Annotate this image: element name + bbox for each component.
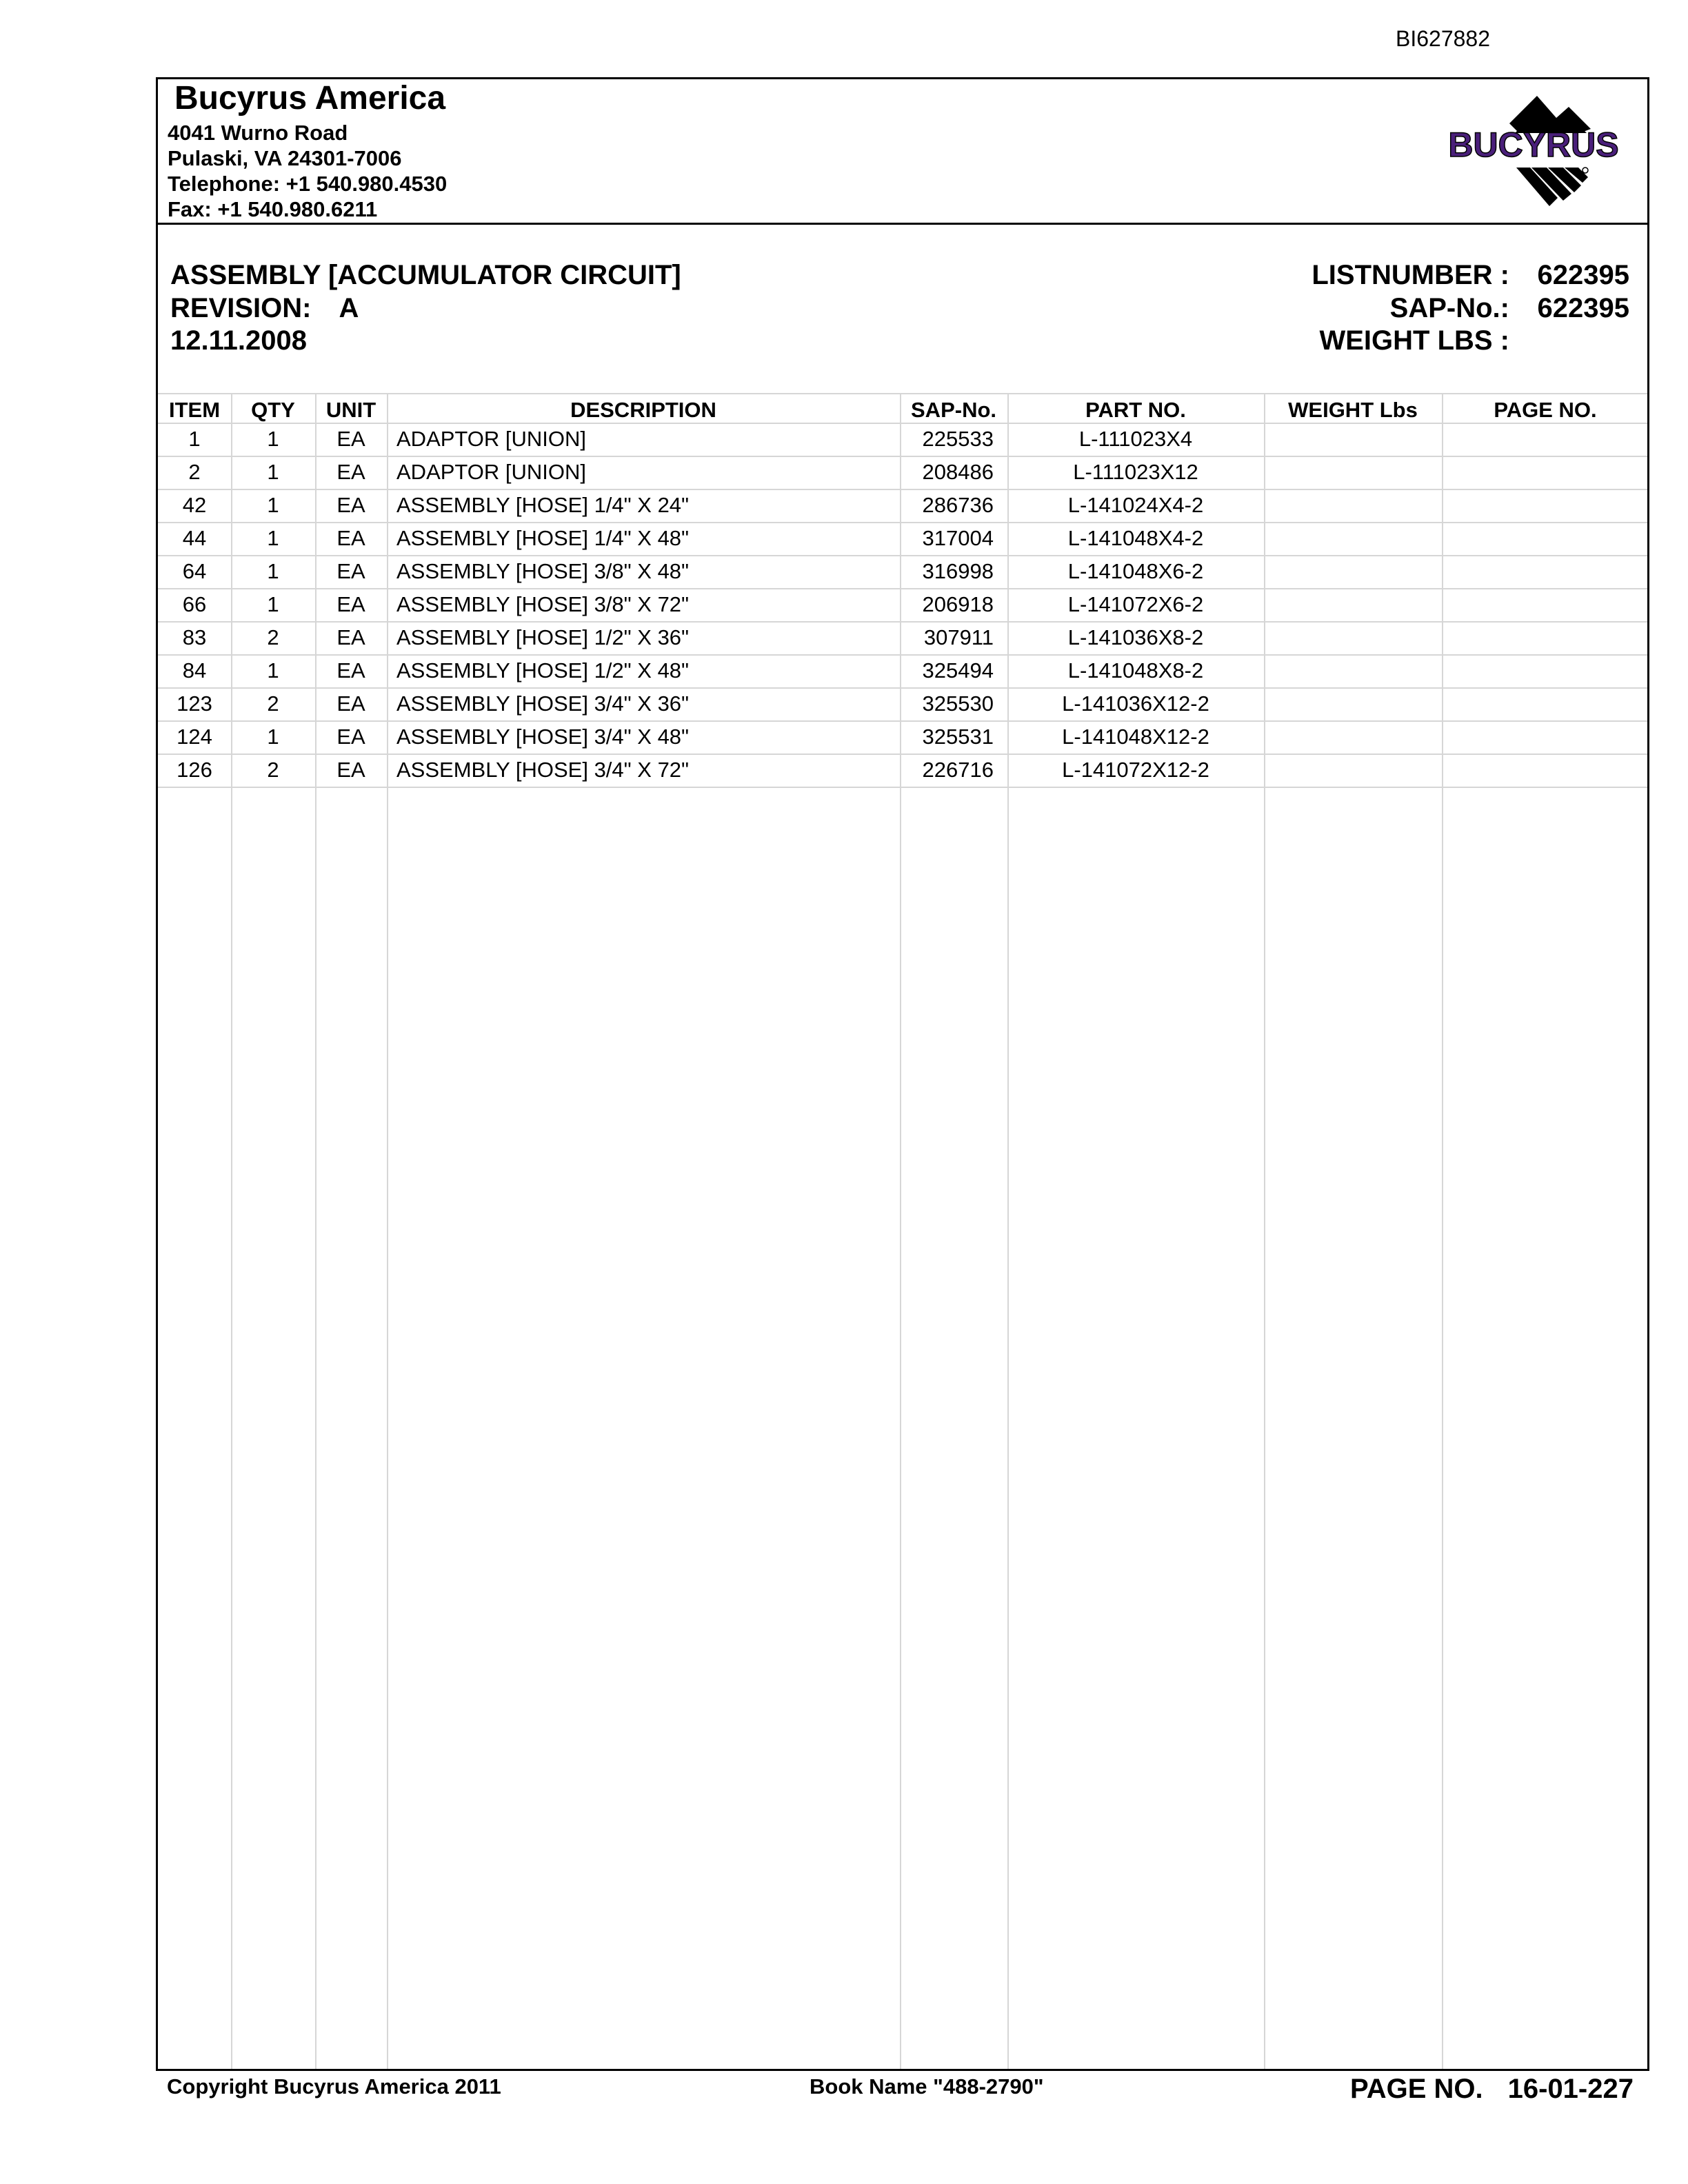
cell-part: L-141048X6-2 <box>1067 559 1204 583</box>
cell-item: 123 <box>177 691 212 716</box>
cell-qty: 1 <box>267 427 279 451</box>
assembly-date: 12.11.2008 <box>170 325 307 356</box>
header-qty: QTY <box>251 398 295 422</box>
cell-qty: 1 <box>267 559 279 583</box>
col-divider <box>1442 393 1443 2069</box>
cell-unit: EA <box>336 427 365 451</box>
footer-copyright: Copyright Bucyrus America 2011 <box>167 2074 501 2099</box>
cell-unit: EA <box>336 526 365 550</box>
cell-sap: 317004 <box>922 526 994 550</box>
address-telephone: Telephone: +1 540.980.4530 <box>168 172 448 196</box>
cell-description: ADAPTOR [UNION] <box>396 460 587 484</box>
header-description: DESCRIPTION <box>570 398 716 422</box>
logo-wordmark: BUCYRUS <box>1448 125 1619 164</box>
bucyrus-logo <box>1434 90 1634 217</box>
company-name: Bucyrus America <box>174 80 446 117</box>
cell-sap: 307911 <box>923 625 994 649</box>
revision-label: REVISION: <box>170 293 312 323</box>
header-page: PAGE NO. <box>1494 398 1597 422</box>
header-weight: WEIGHT Lbs <box>1288 398 1418 422</box>
cell-sap: 325530 <box>922 691 994 716</box>
row-rule <box>158 720 1647 722</box>
assembly-title: ASSEMBLY [ACCUMULATOR CIRCUIT] <box>170 260 681 290</box>
cell-sap: 226716 <box>922 758 994 782</box>
cell-qty: 2 <box>267 625 279 649</box>
row-rule <box>158 621 1647 623</box>
cell-description: ASSEMBLY [HOSE] 1/4" X 48" <box>396 526 690 550</box>
row-rule <box>158 522 1647 523</box>
cell-qty: 1 <box>267 592 279 616</box>
cell-description: ADAPTOR [UNION] <box>396 427 587 451</box>
cell-sap: 316998 <box>922 559 994 583</box>
cell-sap: 286736 <box>922 493 994 517</box>
cell-description: ASSEMBLY [HOSE] 1/4" X 24" <box>396 493 690 517</box>
cell-description: ASSEMBLY [HOSE] 3/4" X 36" <box>396 691 690 716</box>
cell-item: 44 <box>182 526 207 550</box>
sap-label: SAP-No.: <box>1389 293 1509 323</box>
row-rule <box>158 489 1647 490</box>
header-unit: UNIT <box>325 398 376 422</box>
cell-qty: 1 <box>267 526 279 550</box>
row-rule <box>158 423 1647 424</box>
cell-qty: 2 <box>267 758 279 782</box>
row-rule <box>158 687 1647 689</box>
weight-label: WEIGHT LBS : <box>1319 325 1509 356</box>
cell-description: ASSEMBLY [HOSE] 1/2" X 36" <box>396 625 690 649</box>
header-divider <box>158 223 1647 225</box>
cell-part: L-141048X12-2 <box>1062 725 1209 749</box>
cell-description: ASSEMBLY [HOSE] 3/4" X 72" <box>396 758 690 782</box>
cell-item: 84 <box>182 658 207 682</box>
cell-part: L-111023X12 <box>1073 460 1198 484</box>
cell-qty: 1 <box>267 460 279 484</box>
cell-item: 126 <box>177 758 212 782</box>
cell-sap: 206918 <box>922 592 994 616</box>
cell-part: L-141072X12-2 <box>1062 758 1209 782</box>
cell-unit: EA <box>336 658 365 682</box>
footer-page-value: 16-01-227 <box>1507 2074 1634 2104</box>
cell-unit: EA <box>336 758 365 782</box>
cell-qty: 1 <box>267 658 279 682</box>
cell-item: 2 <box>188 460 201 484</box>
cell-sap: 325494 <box>922 658 994 682</box>
cell-part: L-111023X4 <box>1078 427 1193 451</box>
cell-sap: 208486 <box>922 460 994 484</box>
cell-part: L-141036X12-2 <box>1062 691 1209 716</box>
listnumber-label: LISTNUMBER : <box>1312 260 1509 290</box>
cell-unit: EA <box>336 691 365 716</box>
footer-page-label: PAGE NO. <box>1350 2074 1483 2104</box>
header-item: ITEM <box>168 398 221 422</box>
cell-item: 42 <box>182 493 207 517</box>
cell-part: L-141072X6-2 <box>1067 592 1204 616</box>
cell-unit: EA <box>336 460 365 484</box>
row-rule <box>158 456 1647 457</box>
address-city: Pulaski, VA 24301-7006 <box>168 146 402 170</box>
header-part: PART NO. <box>1085 398 1186 422</box>
cell-unit: EA <box>336 559 365 583</box>
cell-qty: 2 <box>267 691 279 716</box>
cell-unit: EA <box>336 725 365 749</box>
row-rule <box>158 654 1647 656</box>
cell-item: 66 <box>182 592 207 616</box>
row-rule <box>158 787 1647 788</box>
cell-description: ASSEMBLY [HOSE] 3/8" X 48" <box>396 559 690 583</box>
cell-qty: 1 <box>267 725 279 749</box>
cell-description: ASSEMBLY [HOSE] 3/4" X 48" <box>396 725 690 749</box>
address-fax: Fax: +1 540.980.6211 <box>168 197 378 221</box>
document-id: BI627882 <box>1396 26 1491 51</box>
cell-part: L-141048X8-2 <box>1067 658 1204 682</box>
cell-description: ASSEMBLY [HOSE] 3/8" X 72" <box>396 592 690 616</box>
revision-value: A <box>339 293 359 323</box>
footer-book-name: Book Name "488-2790" <box>810 2074 1044 2099</box>
cell-part: L-141024X4-2 <box>1067 493 1204 517</box>
address-street: 4041 Wurno Road <box>168 121 348 145</box>
cell-unit: EA <box>336 493 365 517</box>
footer-page <box>1350 2074 1634 2105</box>
cell-unit: EA <box>336 625 365 649</box>
cell-item: 124 <box>177 725 212 749</box>
table-top-rule <box>158 393 1647 394</box>
cell-item: 83 <box>182 625 207 649</box>
row-rule <box>158 588 1647 589</box>
sap-value: 622395 <box>1537 293 1629 323</box>
col-divider <box>1264 393 1265 2069</box>
listnumber-value: 622395 <box>1537 260 1629 290</box>
cell-item: 1 <box>188 427 201 451</box>
col-divider <box>387 393 388 2069</box>
row-rule <box>158 754 1647 755</box>
document-frame <box>156 77 1649 2071</box>
cell-qty: 1 <box>267 493 279 517</box>
header-sap: SAP-No. <box>911 398 996 422</box>
row-rule <box>158 555 1647 556</box>
cell-sap: 225533 <box>922 427 994 451</box>
cell-part: L-141036X8-2 <box>1067 625 1204 649</box>
cell-item: 64 <box>182 559 207 583</box>
cell-sap: 325531 <box>922 725 994 749</box>
cell-unit: EA <box>336 592 365 616</box>
cell-description: ASSEMBLY [HOSE] 1/2" X 48" <box>396 658 690 682</box>
cell-part: L-141048X4-2 <box>1067 526 1204 550</box>
revision-line <box>170 293 359 324</box>
